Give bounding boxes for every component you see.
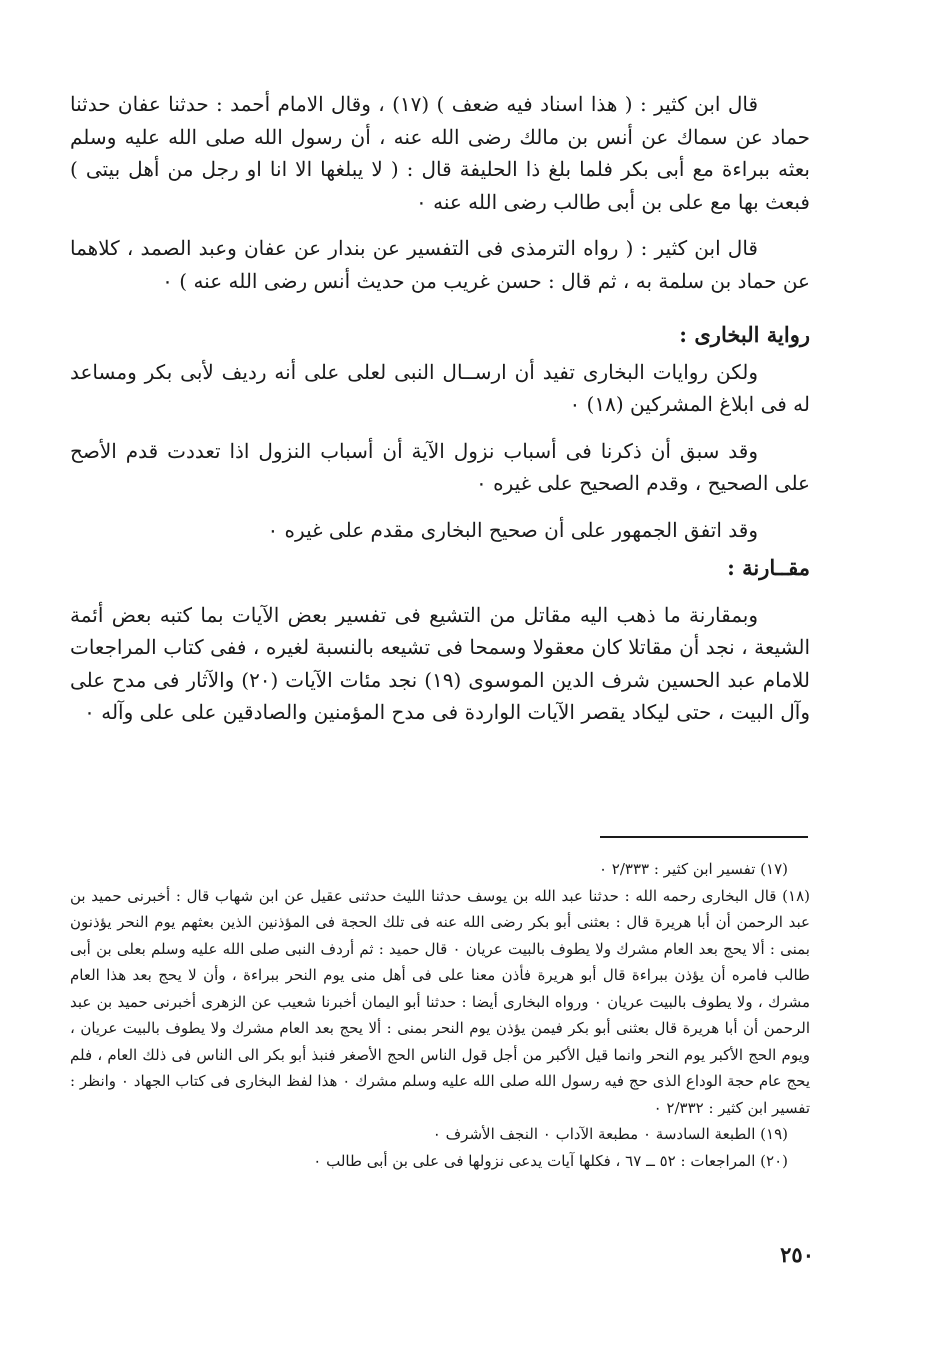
main-text [70,88,810,729]
paragraph-bukhari-narrations: ولكن روايات البخارى تفيد أن ارســال النبى لعلى على أنه رديف لأبى بكر ومساعد له فى ابلاغ المشركين (١٨) ٠ [70,359,810,416]
footnote-separator [600,836,808,838]
footnote-18: (١٨) قال البخارى رحمه الله : حدثنا عبد الله بن يوسف حدثنا الليث حدثنى عقيل عن ابن شهاب قال : أخبرنى حميد بن عبد الرحمن أن أبا هريرة قال : بعثنى أبو بكر رضى الله عنه فى تلك الحجة فى المؤذنين الذين بعثهم يوم النحر يؤذنون بمنى : ألا يحج بعد العام مشرك ولا يطوف بالبيت عريان ٠ قال حميد : ثم أردف النبى صلى الله عليه وسلم بعلى بن أبى طالب فامره أن يؤذن ببراءة قال أبو هريرة فأذن معنا على فى أهل منى يوم النحر ببراءة ، وأن لا يحج بعد هذا العام مشرك ، ولا يطوف بالبيت عريان ٠ ورواه البخارى أيضا : حدثنا أبو اليمان أخبرنا شعيب عن الزهرى أخبرنى حميد بن عبد الرحمن أن أبا هريرة قال بعثنى أبو بكر فيمن يؤذن يوم النحر بمنى : ألا يحج بعد العام مشرك ولا يطوف بالبيت عريان ، ويوم الحج الأكبر يوم النحر وانما قيل الأكبر من أجل قول الناس الحج الأصغر فنبذ أبو بكر الى الناس فى ذلك العام ، فلم يحج عام حجة الوداع الذى حج فيه رسول الله صلى الله عليه وسلم مشرك ٠ هذا لفظ البخارى فى كتاب الجهاد ٠ وانظر : تفسير ابن كثير : ٢/٣٣٢ ٠ [70,886,811,1117]
paragraph-reasons-of-revelation: وقد سبق أن ذكرنا فى أسباب نزول الآية أن أسباب النزول اذا تعددت قدم الأصح على الصحيح ، وقدم الصحيح على غيره ٠ [70,438,810,495]
paragraph-comparison: وبمقارنة ما ذهب اليه مقاتل من التشيع فى تفسير بعض الآيات بما كتبه بعض أئمة الشيعة ، نجد أن مقاتلا كان معقولا وسمحا فى تشيعه بالنسبة لغيره ، ففى كتاب المراجعات للامام عبد الحسين شرف الدين الموسوى (١٩) نجد مئات الآيات (٢٠) والآثار فى مدح على وآل البيت ، حتى ليكاد يقصر الآيات الواردة فى مدح المؤمنين والصادقين على على وآله ٠ [70,602,810,724]
section-heading-bukhari: رواية البخارى : [679,322,810,347]
footnotes [70,856,810,1174]
footnote-17: (١٧) تفسير ابن كثير : ٢/٣٣٣ ٠ [598,860,788,878]
footnote-20: (٢٠) المراجعات : ٥٢ ــ ٦٧ ، فكلها آيات يدعى نزولها فى على بن أبى طالب ٠ [313,1151,788,1170]
section-heading-comparison: مقــارنة : [727,555,810,580]
paragraph-ibn-kathir-2: قال ابن كثير : ( رواه الترمذى فى التفسير عن بندار عن عفان وعبد الصمد ، كلاهما عن حماد بن سلمة به ، ثم قال : حسن غريب من حديث أنس رضى الله عنه ) ٠ [70,236,810,293]
paragraph-ibn-kathir-1: قال ابن كثير : ( هذا اسناد فيه ضعف ) (١٧) ، وقال الامام أحمد : حدثنا عفان حدثنا حماد عن سماك عن أنس بن مالك رضى الله عنه ، أن رسول الله صلى الله عليه وسلم بعثه ببراءة مع أبى بكر فلما بلغ ذا الحليفة قال : ( لا يبلغها الا انا او رجل من أهل بيتى ) فبعث بها مع على بن أبى طالب رضى الله عنه ٠ [70,92,810,214]
page-number: ٢٥٠ [780,1242,814,1267]
paragraph-majority-agreement: وقد اتفق الجمهور على أن صحيح البخارى مقدم على غيره ٠ [267,517,758,542]
footnote-19: (١٩) الطبعة السادسة ٠ مطبعة الآداب ٠ النجف الأشرف ٠ [432,1125,788,1143]
